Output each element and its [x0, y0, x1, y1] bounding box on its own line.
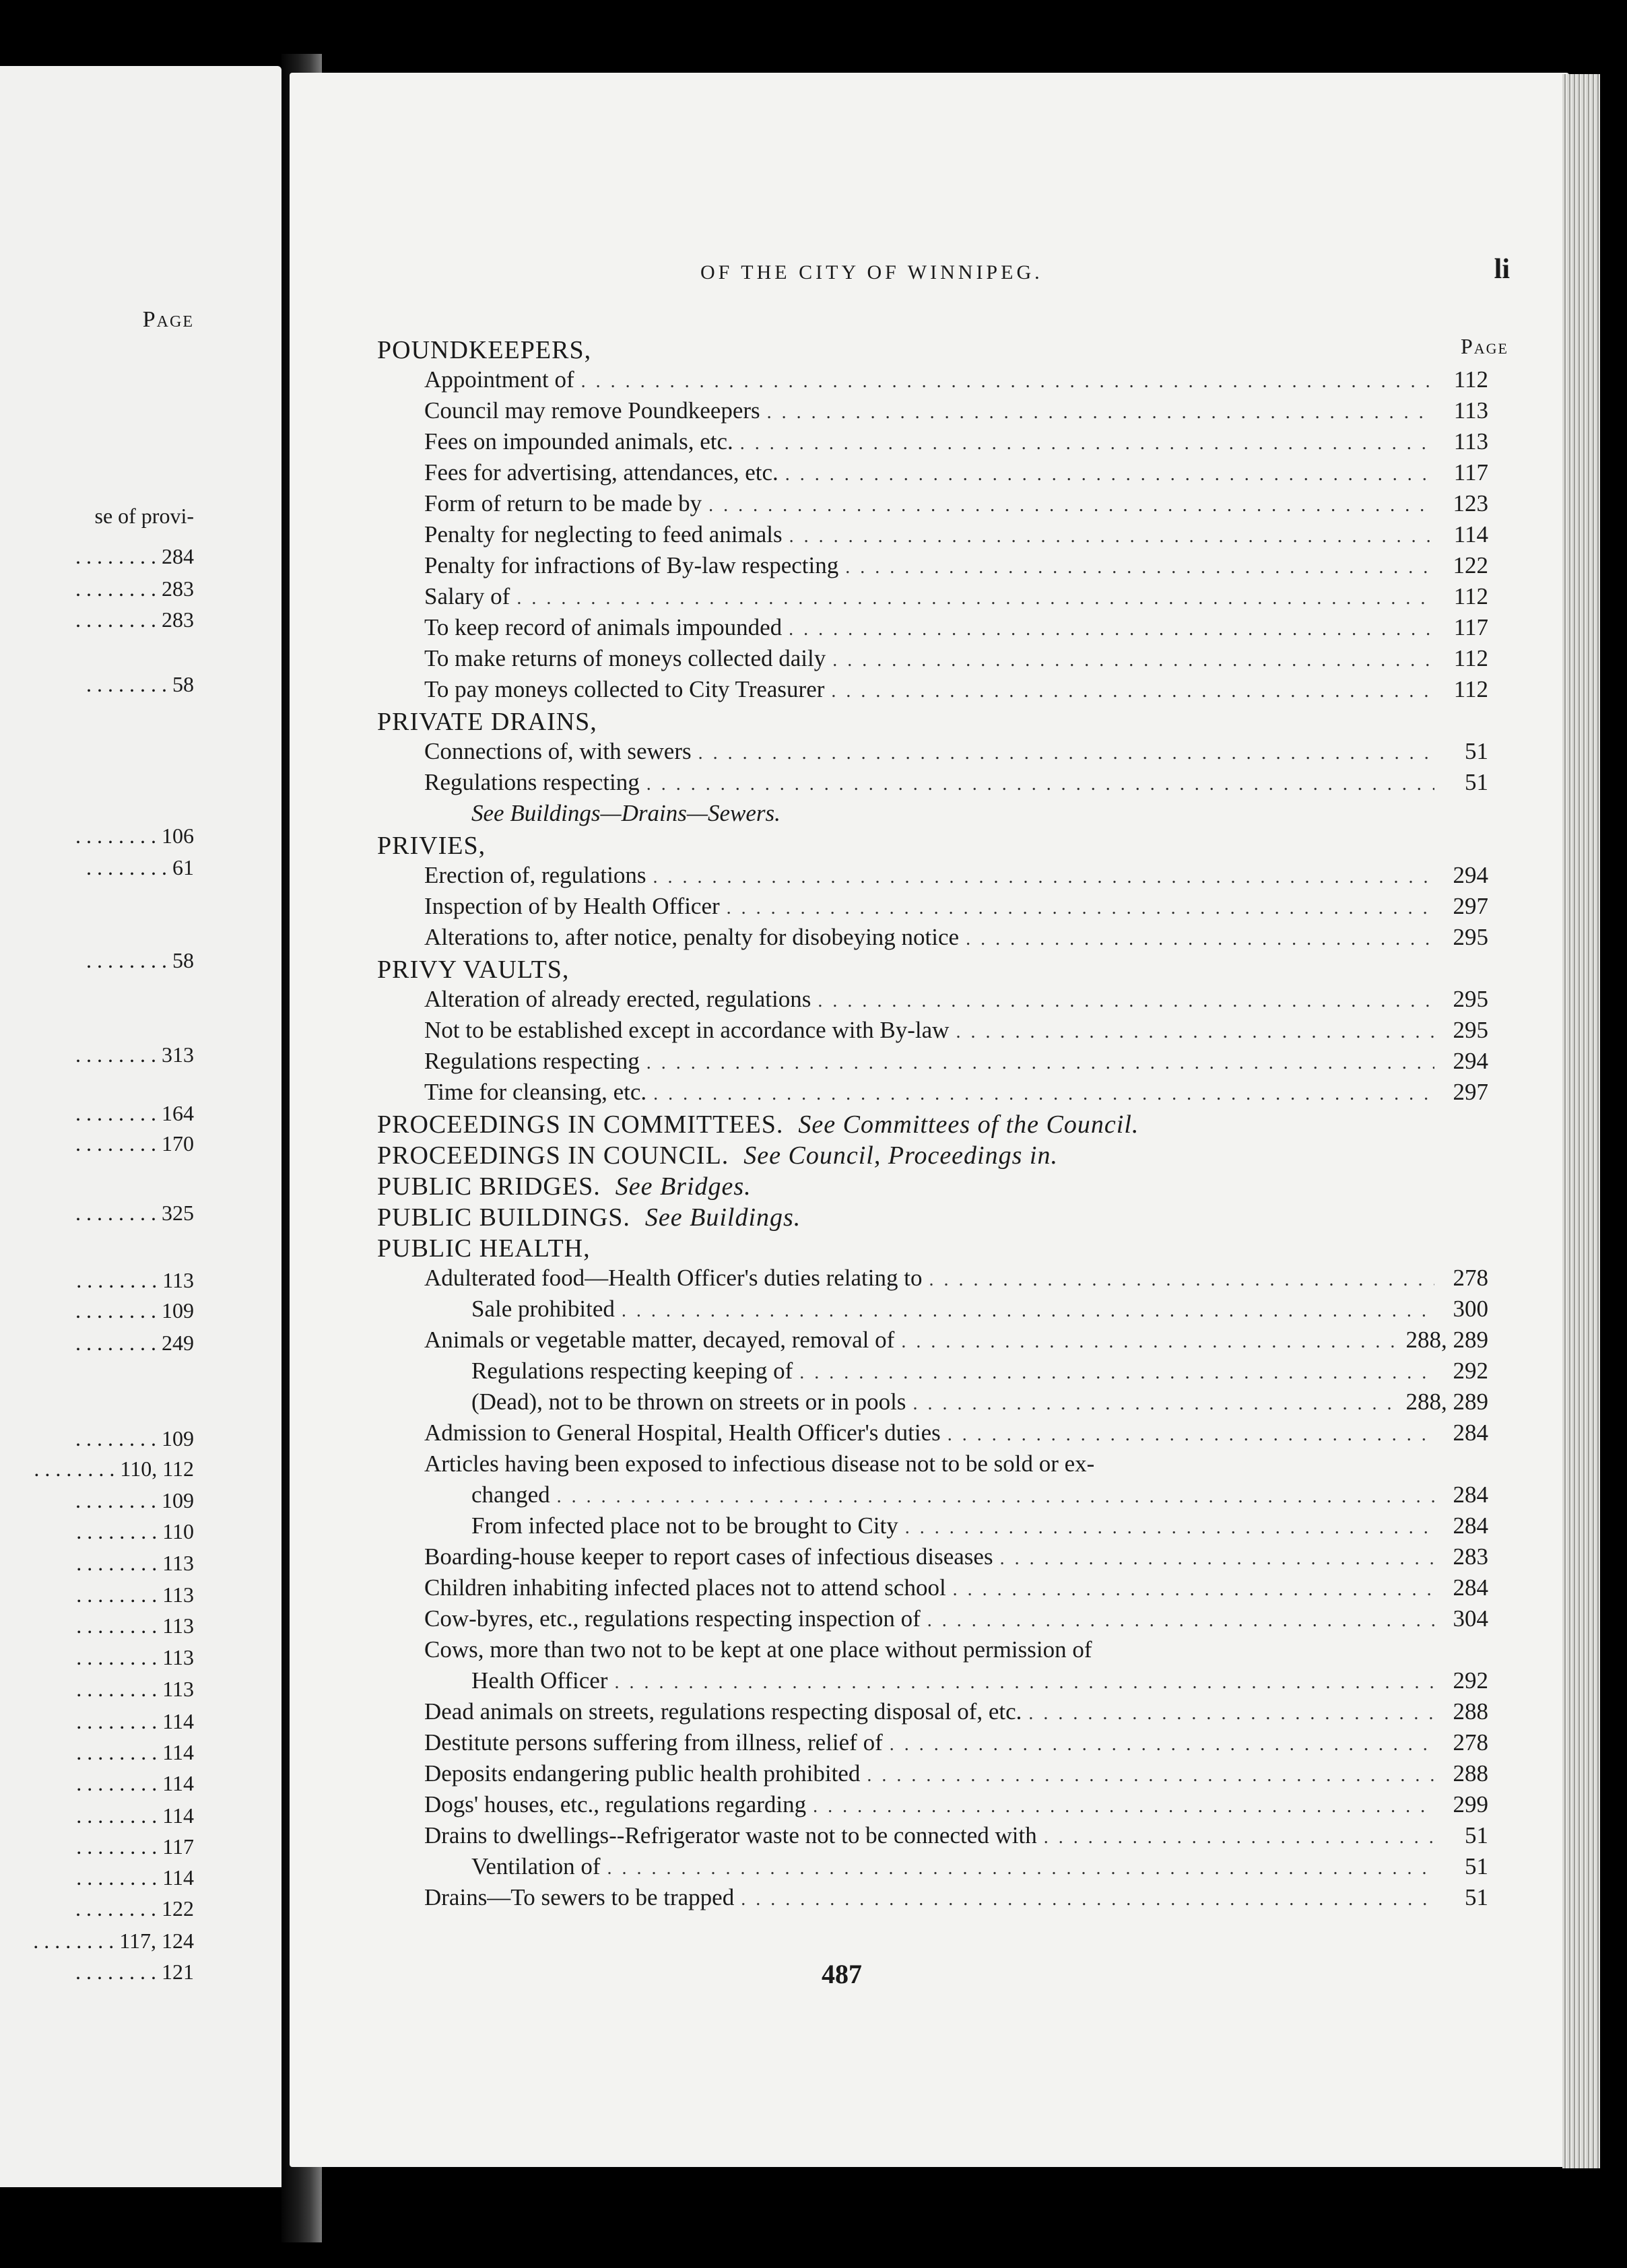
- left-page-ref: . . . . . . . . 122: [75, 1896, 194, 1921]
- index-entry: Council may remove Poundkeepers . . . 113: [377, 397, 1488, 428]
- index-entry: Destitute persons suffering from illness, relief of . . . 278: [377, 1729, 1488, 1760]
- index-heading: PUBLIC BUILDINGS. See Buildings.: [377, 1203, 801, 1232]
- page-ref: 117: [1453, 614, 1488, 640]
- page-ref: 112: [1453, 366, 1488, 393]
- index-entry: Regulations respecting . . . 51: [377, 769, 1488, 800]
- left-page-ref: . . . . . . . . 114: [76, 1771, 194, 1795]
- left-page-ref: . . . . . . . . 109: [75, 1426, 194, 1450]
- page-ref: 300: [1453, 1296, 1488, 1322]
- index-heading: POUNDKEEPERS,: [377, 336, 592, 364]
- page-ref: 288, 289: [1405, 1389, 1488, 1415]
- left-page-ref: . . . . . . . . 249: [75, 1331, 194, 1355]
- left-page-ref: . . . . . . . . 61: [86, 855, 194, 879]
- index-entry: Connections of, with sewers . . . 51: [377, 738, 1488, 769]
- left-page-ref: . . . . . . . . 114: [76, 1740, 194, 1764]
- index-entry: Penalty for neglecting to feed animals . . . 114: [377, 521, 1488, 552]
- index-entry: Alterations to, after notice, penalty for disobeying notice . . . 295: [377, 924, 1488, 955]
- left-page-ref: . . . . . . . . 170: [75, 1131, 194, 1156]
- index-entry: Cow-byres, etc., regulations respecting inspection of . . . 304: [377, 1605, 1488, 1636]
- page-ref: 51: [1465, 738, 1488, 764]
- left-page-ref: . . . . . . . . 113: [76, 1582, 194, 1607]
- index-heading: PUBLIC HEALTH,: [377, 1234, 591, 1263]
- index-entry: Fees on impounded animals, etc. . . . 113: [377, 428, 1488, 459]
- index-entries: [377, 335, 1488, 1915]
- page-ref: 123: [1453, 490, 1488, 516]
- page-ref: 288: [1453, 1760, 1488, 1787]
- left-page-ref: . . . . . . . . 121: [75, 1960, 194, 1984]
- page-ref: 295: [1453, 1017, 1488, 1043]
- page-ref: 51: [1465, 1853, 1488, 1879]
- index-entry: Form of return to be made by . . . 123: [377, 490, 1488, 521]
- page-ref: 292: [1453, 1358, 1488, 1384]
- index-entry: Children inhabiting infected places not to attend school . . . 284: [377, 1574, 1488, 1605]
- index-entry: Ventilation of . . . 51: [377, 1853, 1488, 1884]
- page-block-edge: [1562, 74, 1600, 2168]
- page-ref: 283: [1453, 1543, 1488, 1570]
- index-entry: Drains—To sewers to be trapped . . . 51: [377, 1884, 1488, 1915]
- left-page-ref: . . . . . . . . 117, 124: [33, 1929, 194, 1953]
- page-ref: 288, 289: [1405, 1327, 1488, 1353]
- index-entry: Sale prohibited . . . 300: [377, 1296, 1488, 1327]
- left-page-ref: . . . . . . . . 113: [76, 1551, 194, 1575]
- index-entry: Admission to General Hospital, Health Officer's duties . . . 284: [377, 1420, 1488, 1450]
- left-page-ref: . . . . . . . . 106: [75, 824, 194, 848]
- index-entry: Time for cleansing, etc. . . . 297: [377, 1079, 1488, 1110]
- left-page-ref: . . . . . . . . 114: [76, 1865, 194, 1890]
- left-page-ref: . . . . . . . . 113: [76, 1268, 194, 1292]
- index-entry: Deposits endangering public health prohibited . . . 288: [377, 1760, 1488, 1791]
- index-heading: PRIVIES,: [377, 832, 486, 860]
- index-entry: Dogs' houses, etc., regulations regarding . . . 299: [377, 1791, 1488, 1822]
- page-ref: 278: [1453, 1729, 1488, 1756]
- page-column-label: Page: [1460, 334, 1508, 358]
- page-ref: 112: [1453, 583, 1488, 609]
- left-page-ref: . . . . . . . . 110: [76, 1519, 194, 1543]
- page-ref: 294: [1453, 862, 1488, 888]
- index-page: [290, 73, 1569, 2167]
- page-ref: 51: [1465, 769, 1488, 795]
- cross-reference: See Council, Proceedings in.: [743, 1141, 1058, 1170]
- index-entry: Animals or vegetable matter, decayed, removal of . . . 288, 289: [377, 1327, 1488, 1358]
- index-entry: To make returns of moneys collected daily . . . 112: [377, 645, 1488, 676]
- left-page-ref: . . . . . . . . 109: [75, 1298, 194, 1323]
- index-entry: Articles having been exposed to infectious disease not to be sold or ex-: [424, 1450, 1095, 1477]
- left-page-ref: . . . . . . . . 114: [76, 1709, 194, 1733]
- index-entry: Salary of . . . 112: [377, 583, 1488, 614]
- page-ref: 295: [1453, 924, 1488, 950]
- index-entry: Erection of, regulations . . . 294: [377, 862, 1488, 893]
- page-ref: 112: [1453, 645, 1488, 671]
- running-head: OF THE CITY OF WINNIPEG.: [700, 261, 1043, 284]
- index-entry: (Dead), not to be thrown on streets or in pools . . . 288, 289: [377, 1389, 1488, 1420]
- page-ref: 113: [1453, 397, 1488, 424]
- left-page-ref: . . . . . . . . 58: [86, 672, 194, 696]
- page-ref: 297: [1453, 893, 1488, 919]
- index-entry: To pay moneys collected to City Treasurer . . . 112: [377, 676, 1488, 707]
- left-page-ref: . . . . . . . . 114: [76, 1803, 194, 1828]
- index-heading: PRIVATE DRAINS,: [377, 708, 597, 736]
- index-entry: Health Officer . . . 292: [377, 1667, 1488, 1698]
- left-page-ref: . . . . . . . . 284: [75, 544, 194, 568]
- index-heading: PROCEEDINGS IN COUNCIL. See Council, Proceedings in.: [377, 1141, 1058, 1170]
- index-entry: Not to be established except in accordance with By-law . . . 295: [377, 1017, 1488, 1048]
- page-ref: 51: [1465, 1822, 1488, 1848]
- index-entry: To keep record of animals impounded . . . 117: [377, 614, 1488, 645]
- left-page-ref: . . . . . . . . 117: [76, 1834, 194, 1859]
- left-page-ref: . . . . . . . . 58: [86, 948, 194, 972]
- page-ref: 113: [1453, 428, 1488, 455]
- page-ref: 284: [1453, 1481, 1488, 1508]
- page-ref: 288: [1453, 1698, 1488, 1725]
- page-number: 487: [822, 1959, 862, 1989]
- index-entry: Appointment of . . . 112: [377, 366, 1488, 397]
- index-heading: PROCEEDINGS IN COMMITTEES. See Committees of the Council.: [377, 1110, 1139, 1139]
- index-entry: Dead animals on streets, regulations respecting disposal of, etc. . . . 288: [377, 1698, 1488, 1729]
- index-entry: From infected place not to be brought to City . . . 284: [377, 1512, 1488, 1543]
- page-ref: 284: [1453, 1512, 1488, 1539]
- index-heading: PUBLIC BRIDGES. See Bridges.: [377, 1172, 752, 1201]
- index-entry: Penalty for infractions of By-law respecting . . . 122: [377, 552, 1488, 583]
- page-ref: 284: [1453, 1420, 1488, 1446]
- page-ref: 299: [1453, 1791, 1488, 1817]
- page-ref: 51: [1465, 1884, 1488, 1910]
- left-page-ref: . . . . . . . . 113: [76, 1645, 194, 1669]
- page-ref: 294: [1453, 1048, 1488, 1074]
- index-entry: Fees for advertising, attendances, etc. . . . 117: [377, 459, 1488, 490]
- index-entry: Adulterated food—Health Officer's duties relating to . . . 278: [377, 1265, 1488, 1296]
- cross-reference: See Bridges.: [615, 1172, 752, 1201]
- page-ref: 122: [1453, 552, 1488, 578]
- index-heading: PRIVY VAULTS,: [377, 956, 570, 984]
- left-page-ref: . . . . . . . . 109: [75, 1488, 194, 1512]
- page-ref: 304: [1453, 1605, 1488, 1632]
- left-page-ref: . . . . . . . . 164: [75, 1101, 194, 1125]
- page-ref: 284: [1453, 1574, 1488, 1601]
- left-page-ref: . . . . . . . . 283: [75, 576, 194, 601]
- left-page-ref: . . . . . . . . 283: [75, 607, 194, 632]
- left-page-ref: . . . . . . . . 313: [75, 1042, 194, 1067]
- left-page-label: Page: [142, 307, 194, 332]
- index-entry: Alteration of already erected, regulations . . . 295: [377, 986, 1488, 1017]
- page-ref: 117: [1453, 459, 1488, 486]
- index-entry: Boarding-house keeper to report cases of infectious diseases . . . 283: [377, 1543, 1488, 1574]
- left-page-ref: . . . . . . . . 113: [76, 1613, 194, 1638]
- page-ref: 278: [1453, 1265, 1488, 1291]
- index-entry: changed . . . 284: [377, 1481, 1488, 1512]
- cross-reference: See Committees of the Council.: [798, 1110, 1139, 1139]
- index-entry: Regulations respecting keeping of . . . 292: [377, 1358, 1488, 1389]
- cross-reference: See Buildings.: [644, 1203, 801, 1232]
- index-entry: Inspection of by Health Officer . . . 297: [377, 893, 1488, 924]
- left-facing-page: [0, 66, 281, 2187]
- index-entry: Drains to dwellings--Refrigerator waste not to be connected with . . . 51: [377, 1822, 1488, 1853]
- left-page-ref: . . . . . . . . 325: [75, 1201, 194, 1225]
- index-entry: Cows, more than two not to be kept at one place without permission of: [424, 1636, 1092, 1663]
- page-ref: 292: [1453, 1667, 1488, 1694]
- page-ref: 112: [1453, 676, 1488, 702]
- page-ref: 297: [1453, 1079, 1488, 1105]
- see-reference: See Buildings—Drains—Sewers.: [471, 800, 781, 826]
- left-page-ref: . . . . . . . . 113: [76, 1677, 194, 1701]
- left-fragment-text: se of provi-: [94, 504, 194, 528]
- page-ref: 295: [1453, 986, 1488, 1012]
- folio: li: [1494, 254, 1510, 285]
- page-ref: 114: [1453, 521, 1488, 547]
- left-page-ref: . . . . . . . . 110, 112: [34, 1457, 194, 1481]
- index-entry: Regulations respecting . . . 294: [377, 1048, 1488, 1079]
